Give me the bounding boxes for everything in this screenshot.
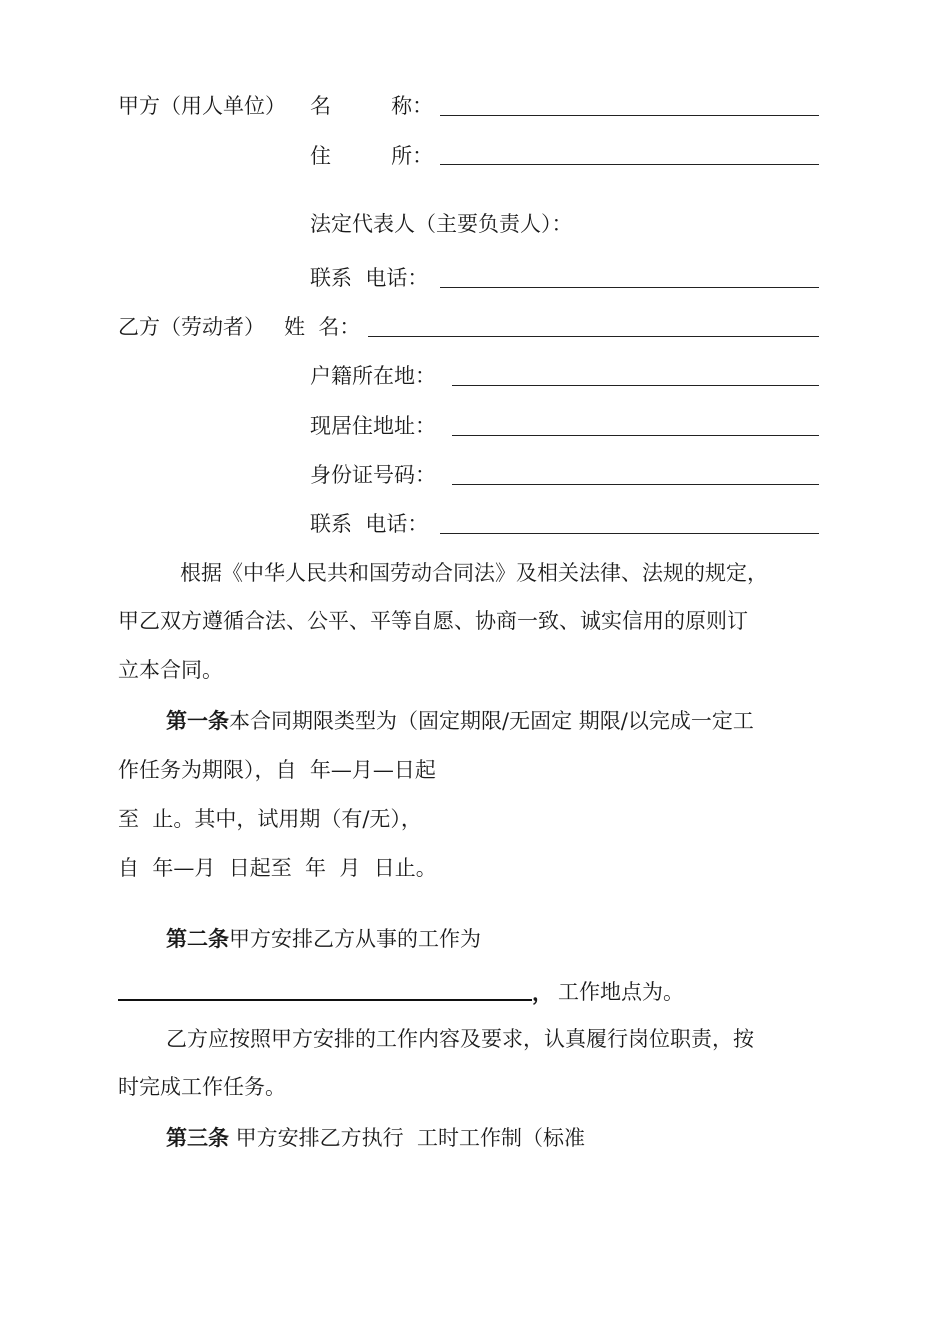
party-b-id-field[interactable] xyxy=(452,484,819,485)
intro-line-2: 甲乙双方遵循合法、公平、平等自愿、协商一致、诚实信用的原则订 xyxy=(118,609,748,633)
party-a-address-field[interactable] xyxy=(440,164,819,165)
party-b-residence-label: 现居住地址： xyxy=(310,414,436,438)
article-3-text: 甲方安排乙方执行 工时工作制（标准 xyxy=(229,1126,586,1150)
party-a-label: 甲方（用人单位） xyxy=(118,94,286,118)
party-a-address-label: 住 所： xyxy=(310,144,434,168)
party-b-label: 乙方（劳动者） xyxy=(118,315,265,339)
article-2-line-4: 时完成工作任务。 xyxy=(118,1075,286,1099)
article-2-job-field[interactable] xyxy=(118,999,532,1001)
intro-line-3: 立本合同。 xyxy=(118,658,223,682)
party-b-name-label: 姓 名： xyxy=(284,315,361,339)
party-b-phone-label: 联系 电话： xyxy=(310,512,429,536)
article-2-line-3: 乙方应按照甲方安排的工作内容及要求，认真履行岗位职责，按 xyxy=(166,1027,754,1051)
party-b-residence-field[interactable] xyxy=(452,435,819,436)
article-2-line-1 xyxy=(166,928,481,950)
article-1-line-2: 作任务为期限），自 年—月—日起 xyxy=(118,758,436,782)
article-1-line-4: 自 年—月 日起至 年 月 日止。 xyxy=(118,856,437,880)
party-a-phone-field[interactable] xyxy=(440,287,819,288)
article-1-line-1 xyxy=(166,710,754,732)
article-3-line-1 xyxy=(166,1127,585,1149)
party-a-name-label: 名 称： xyxy=(310,94,434,118)
party-b-name-field[interactable] xyxy=(368,336,819,337)
party-a-phone-label: 联系 电话： xyxy=(310,266,429,290)
party-b-household-label: 户籍所在地： xyxy=(310,364,436,388)
article-2-location: 工作地点为。 xyxy=(558,980,684,1004)
party-a-name-field[interactable] xyxy=(440,115,819,116)
article-2-text-1: 甲方安排乙方从事的工作为 xyxy=(229,927,481,951)
party-b-phone-field[interactable] xyxy=(440,533,819,534)
article-3-heading: 第三条 xyxy=(166,1125,229,1150)
party-b-id-label: 身份证号码： xyxy=(310,463,436,487)
article-1-heading: 第一条 xyxy=(166,708,229,733)
article-2-heading: 第二条 xyxy=(166,926,229,951)
article-2-comma: ， xyxy=(532,980,553,1005)
party-b-household-field[interactable] xyxy=(452,385,819,386)
article-1-text-1: 本合同期限类型为（固定期限/无固定 期限/以完成一定工 xyxy=(229,709,754,733)
party-a-legal-rep-label: 法定代表人（主要负责人）： xyxy=(310,212,573,236)
article-1-line-3: 至 止。其中，试用期（有/无）， xyxy=(118,807,422,831)
intro-line-1: 根据《中华人民共和国劳动合同法》及相关法律、法规的规定， xyxy=(180,561,768,585)
